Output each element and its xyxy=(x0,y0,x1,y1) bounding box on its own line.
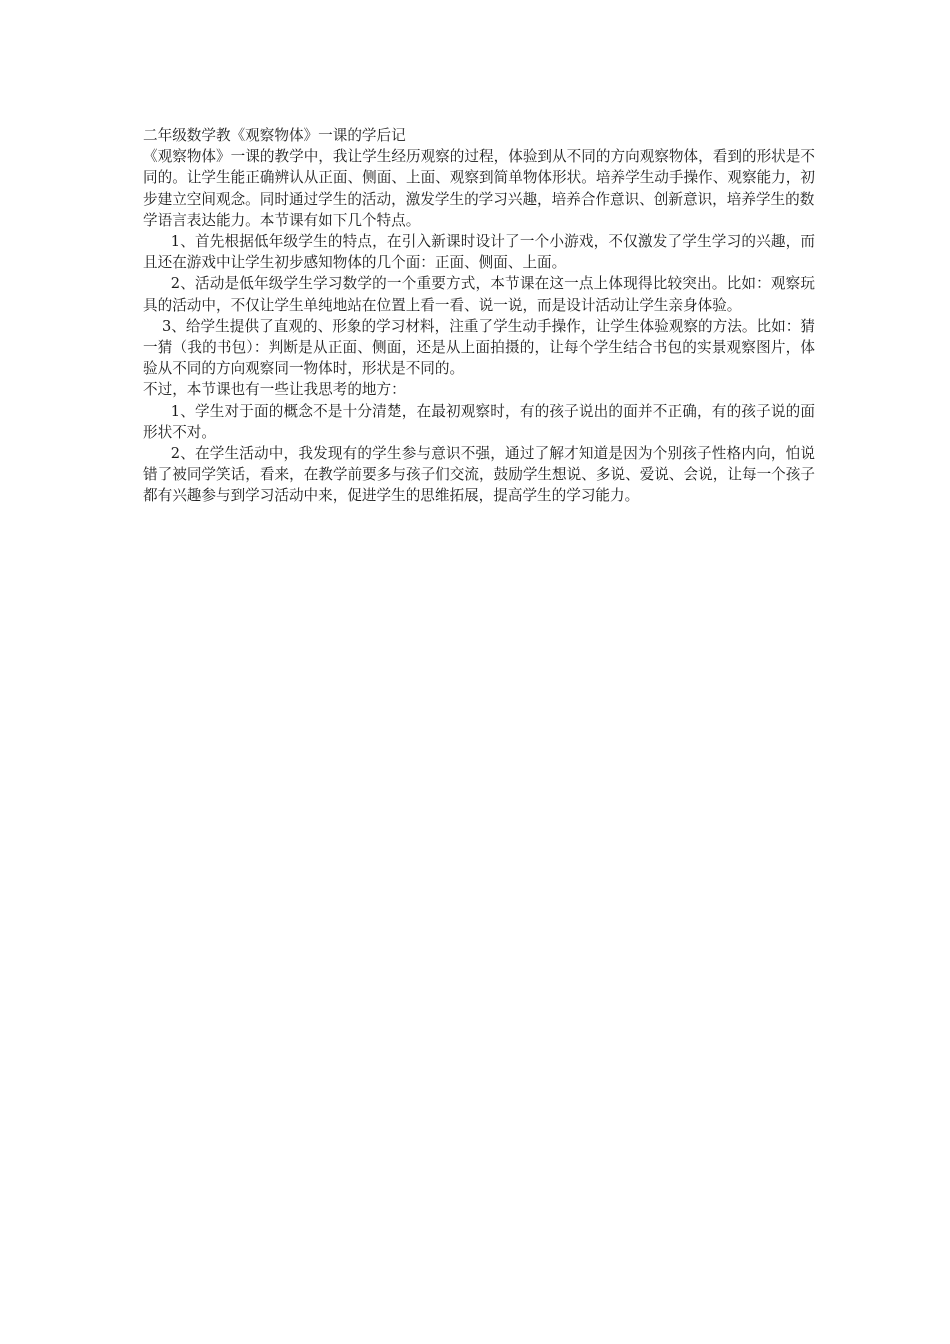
paragraph-feature-1: 1、首先根据低年级学生的特点，在引入新课时设计了一个小游戏，不仅激发了学生学习的兴趣，而且还在游戏中让学生初步感知物体的几个面：正面、侧面、上面。 xyxy=(143,233,815,272)
paragraph-intro: 《观察物体》一课的教学中，我让学生经历观察的过程，体验到从不同的方向观察物体，看到的形状是不同的。让学生能正确辨认从正面、侧面、上面、观察到简单物体形状。培养学生动手操作、观察能力，初步建立空间观念。同时通过学生的活动，激发学生的学习兴趣，培养合作意识、创新意识，培养学生的数 xyxy=(143,148,815,208)
document-title: 二年级数学教《观察物体》一课的学后记 xyxy=(143,127,406,144)
paragraph-feature-2: 2、活动是低年级学生学习数学的一个重要方式，本节课在这一点上体现得比较突出。比如：观察玩具的活动中，不仅让学生单纯地站在位置上看一看、说一说，而是设计活动让学生亲身体验。 xyxy=(143,275,815,314)
paragraph-intro-continued: 学语言表达能力。本节课有如下几个特点。 xyxy=(143,211,421,229)
paragraph-feature-3: 3、给学生提供了直观的、形象的学习材料，注重了学生动手操作，让学生体验观察的方法。比如：猜一猜（我的书包）：判断是从正面、侧面，还是从上面拍摄的，让每个学生结合书包的实景观察图片，体验从不同的方向观察同一物体时，形状是不同的。 xyxy=(143,317,815,378)
paragraph-reflection-2: 2、在学生活动中，我发现有的学生参与意识不强，通过了解才知道是因为个别孩子性格内向，怕说错了被同学笑话，看来，在教学前要多与孩子们交流，鼓励学生想说、多说、爱说、会说，让每一个孩子都有兴趣参与到学习活动中来，促进学生的思维拓展，提高学生的学习能力。 xyxy=(143,445,815,505)
paragraph-reflection-intro: 不过，本节课也有一些让我思考的地方： xyxy=(143,381,406,399)
document-body xyxy=(143,125,815,507)
paragraph-reflection-1: 1、学生对于面的概念不是十分清楚，在最初观察时，有的孩子说出的面并不正确，有的孩子说的面形状不对。 xyxy=(143,402,815,441)
